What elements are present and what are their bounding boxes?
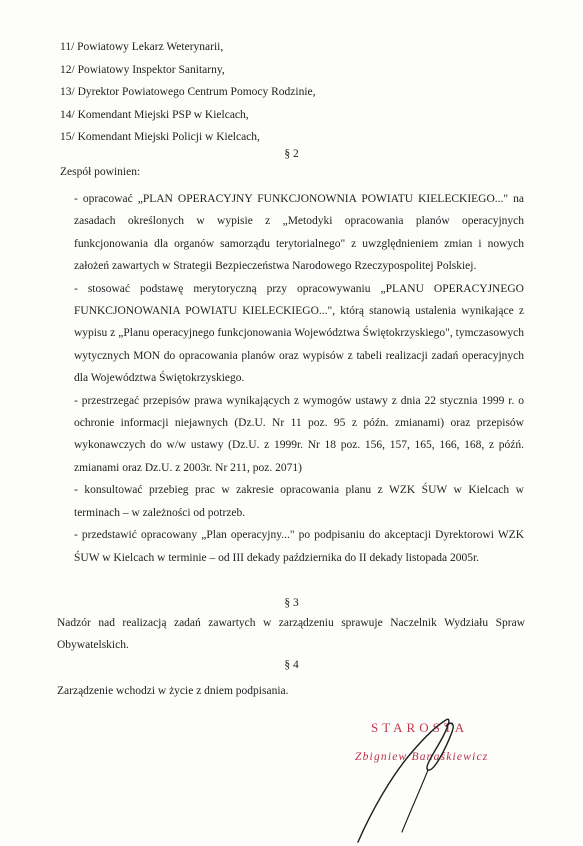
list-item: 12/ Powiatowy Inspektor Sanitarny, bbox=[60, 63, 225, 76]
bullet-item: - opracować „PLAN OPERACYJNY FUNKCJONOWNIA POWIATU KIELECKIEGO..." na zasadach określonych w wypisie z „Metodyki opracowania planów operacyjnych funkcjonowania dla organów samorządu terytorialnego" z uwzględnieniem zmian i nowych założeń zawartych w Strategii Bezpieczeństwa Narodowego Rzeczypospolitej Polskiej. bbox=[74, 193, 524, 273]
bullet-item: - przestrzegać przepisów prawa wynikających z wymogów ustawy z dnia 22 stycznia 1999 r. o ochronie informacji niejawnych (Dz.U. Nr 11 poz. 95 z późn. zmianami) oraz przepisów wykonawczych do w/w ustawy (Dz.U. z 1999r. Nr 18 poz. 156, 157, 165, 166, 168, z późń. zmianami oraz Dz.U. z 2003r. Nr 211, poz. 2071) bbox=[74, 394, 524, 474]
section-4-text: Zarządzenie wchodzi w życie z dniem podpisania. bbox=[57, 685, 289, 697]
section-2-heading: § 2 bbox=[284, 148, 299, 160]
bullet-item: - stosować podstawę merytoryczną przy opracowywaniu „PLANU OPERACYJNEGO FUNKCJONOWANIA POWIATU KIELECKIEGO...", którą stanowią ustalenia wynikające z wypisu z „Planu operacyjnego funkcjonowania Województwa Świętokrzyskiego", tymczasowych wytycznych MON do opracowania planów oraz wypisów z tabeli realizacji zadań operacyjnych dla Województwa Świętokrzyskiego. bbox=[74, 282, 524, 385]
section-3-heading: § 3 bbox=[284, 597, 299, 609]
bullet-item: - konsultować przebieg prac w zakresie opracowania planu z WZK ŚUW w Kielcach w terminach – w zależności od potrzeb. bbox=[74, 484, 524, 519]
bullet-item: - przedstawić opracowany „Plan operacyjny..." po podpisaniu do akceptacji Dyrektorowi WZK ŚUW w Kielcach w terminie – od III dekady października do II dekady listopada 2005r. bbox=[74, 529, 524, 564]
section-2-bullets bbox=[74, 188, 524, 569]
section-3-text: Nadzór nad realizacją zadań zawartych w zarządzeniu sprawuje Naczelnik Wydziału Spraw Obywatelskich. bbox=[57, 617, 525, 651]
list-item: 13/ Dyrektor Powiatowego Centrum Pomocy Rodzinie, bbox=[60, 86, 316, 99]
stamp-title: STAROSTA bbox=[371, 720, 469, 735]
member-list bbox=[60, 36, 540, 149]
list-item: 15/ Komendant Miejski Policji w Kielcach, bbox=[60, 131, 260, 144]
stamp-name: Zbigniew Banaśkiewicz bbox=[355, 751, 489, 763]
section-2-intro: Zespół powinien: bbox=[60, 166, 141, 178]
list-item: 11/ Powiatowy Lekarz Weterynarii, bbox=[60, 41, 224, 53]
list-item: 14/ Komendant Miejski PSP w Kielcach, bbox=[60, 108, 249, 121]
section-4-heading: § 4 bbox=[284, 659, 299, 671]
